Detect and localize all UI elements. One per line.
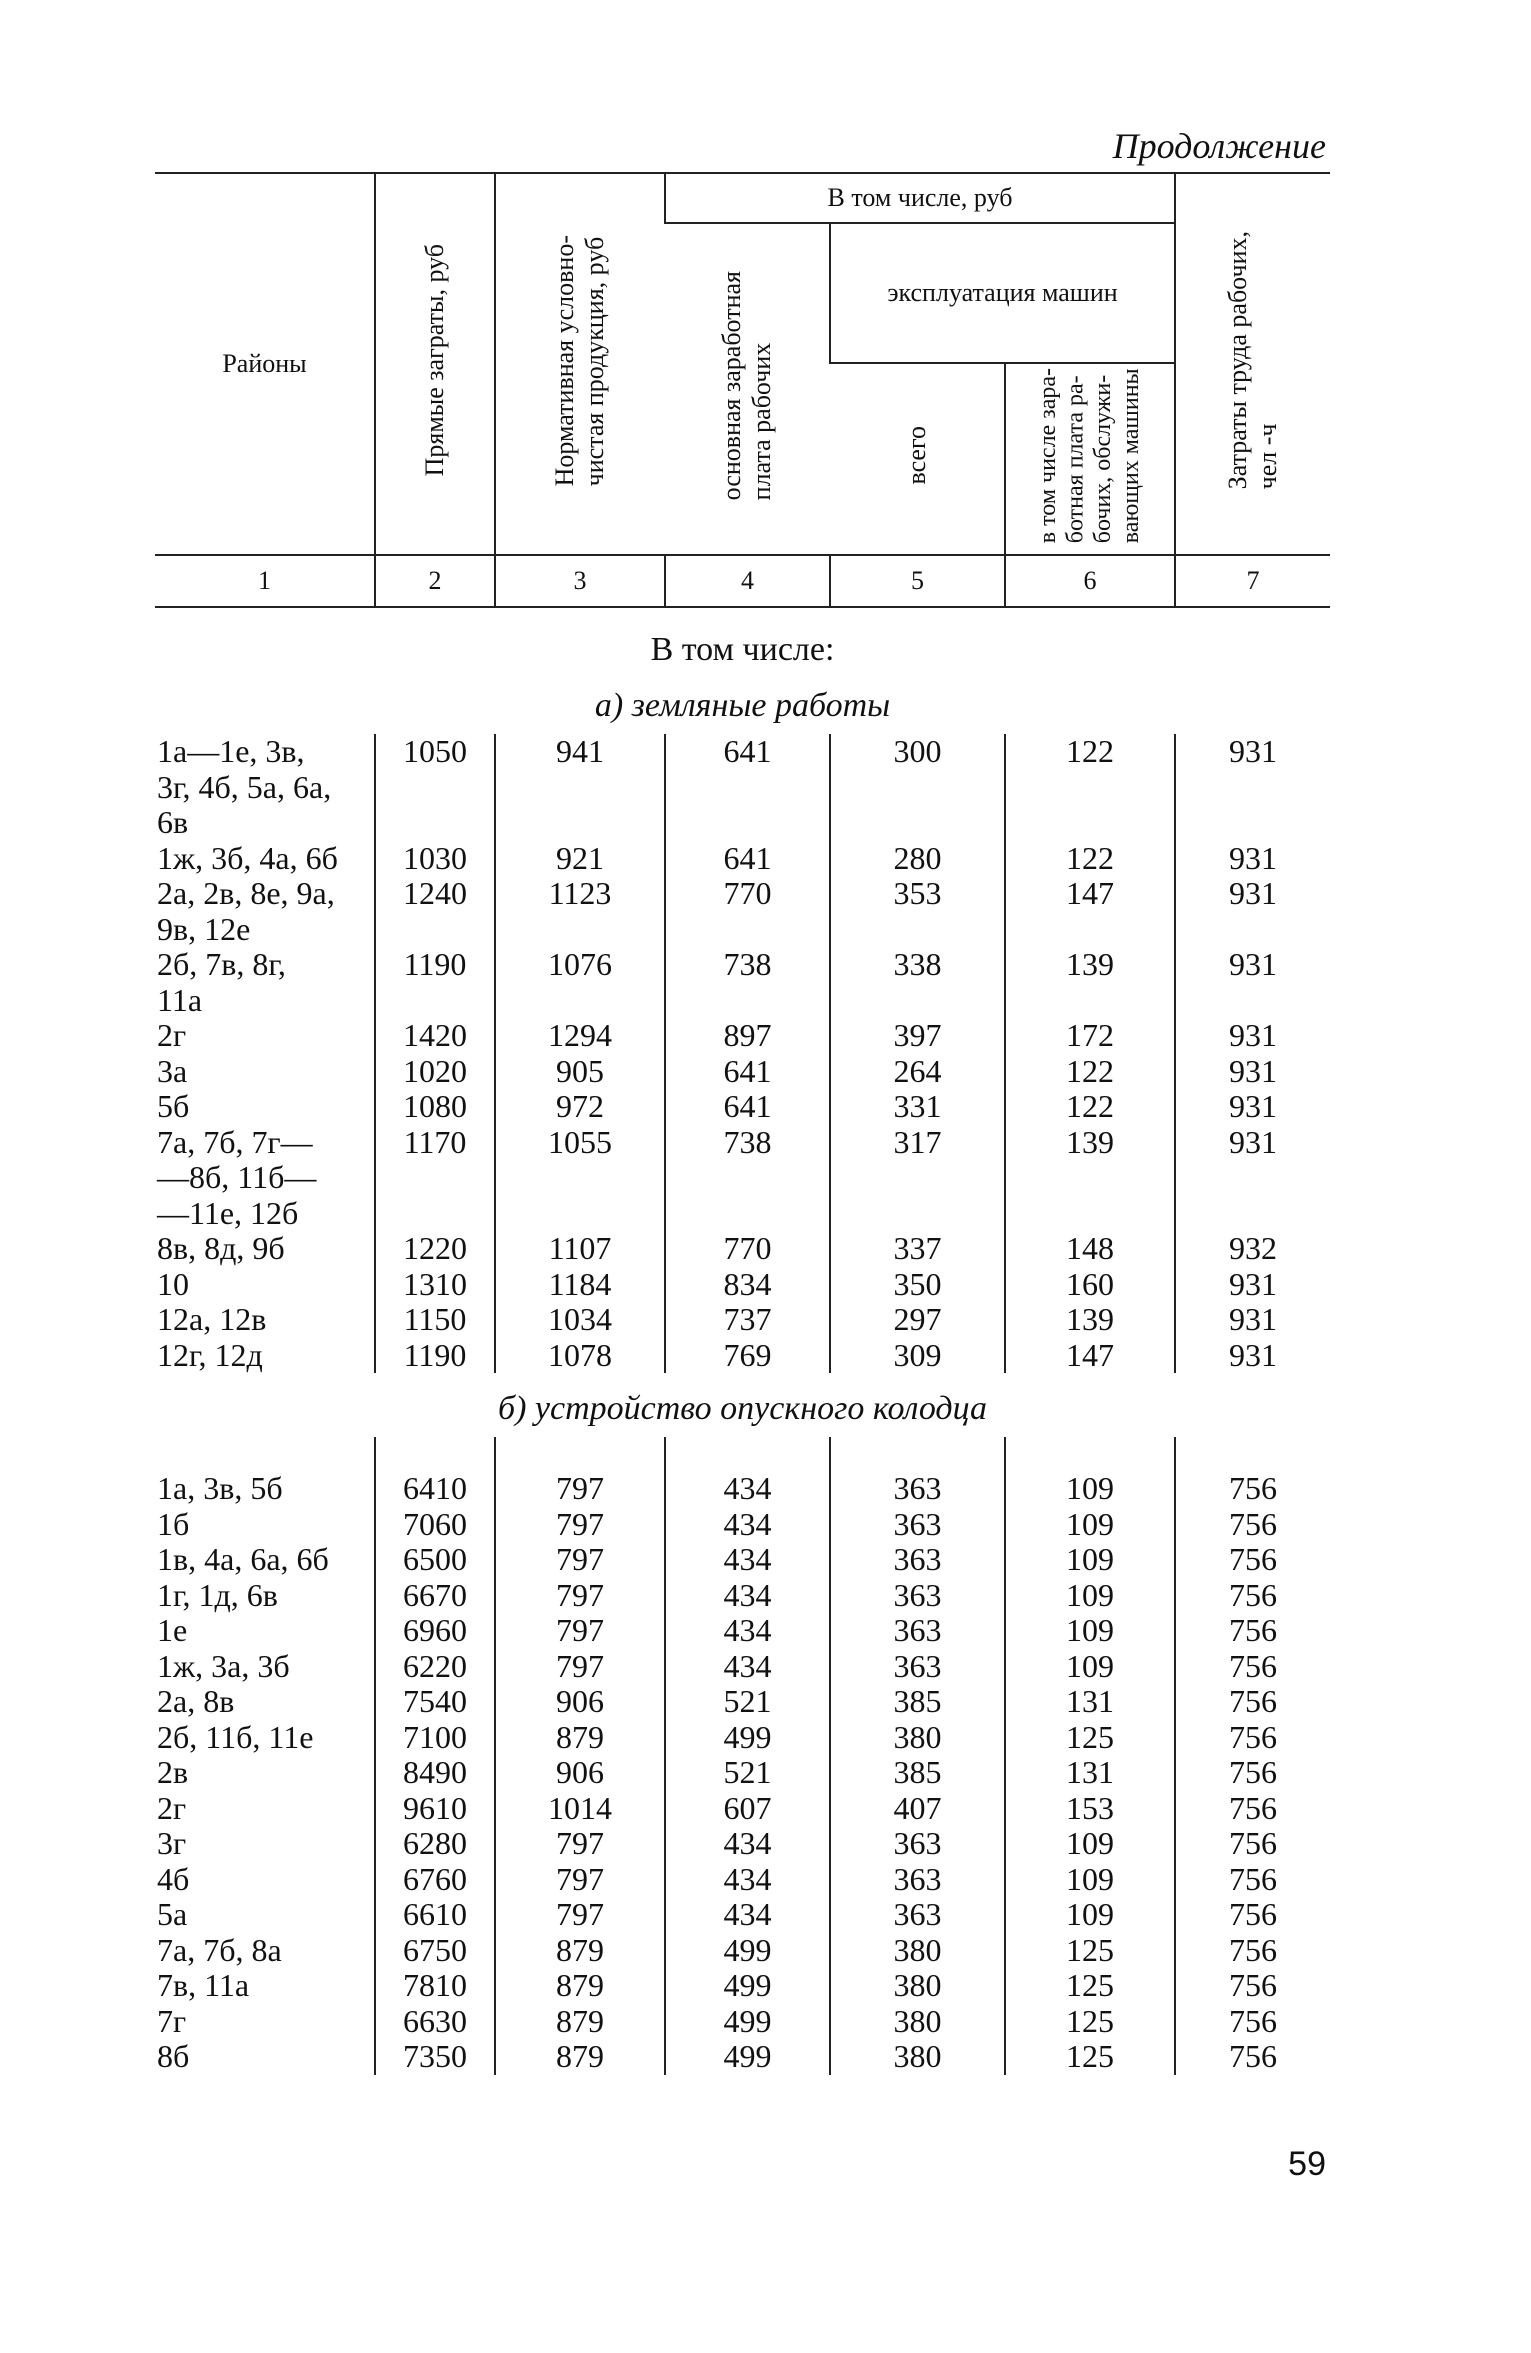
district-cell: 10 [157, 1265, 189, 1302]
value-cell: 1190 [375, 1338, 495, 1374]
district-cell: 2а, 2в, 8е, 9а, 9в, 12е [157, 875, 335, 947]
value-cell: 8490 [375, 1755, 495, 1791]
value-cell: 1220 [375, 1231, 495, 1267]
value-cell: 931 [1175, 1089, 1330, 1125]
value-cell: 434 [665, 1471, 830, 1507]
value-cell: 6960 [375, 1613, 495, 1649]
value-cell: 756 [1175, 1826, 1330, 1862]
value-cell: 797 [495, 1471, 665, 1507]
district-cell: 2г [157, 1017, 187, 1053]
table-row [155, 1578, 1330, 1614]
value-cell: 434 [665, 1862, 830, 1898]
district-cell: 3г [157, 1825, 187, 1861]
value-cell: 109 [1005, 1862, 1175, 1898]
value-cell: 125 [1005, 2004, 1175, 2040]
value-cell: 109 [1005, 1507, 1175, 1543]
value-cell: 6750 [375, 1933, 495, 1969]
value-cell: 6410 [375, 1471, 495, 1507]
value-cell: 931 [1175, 841, 1330, 877]
value-cell: 1150 [375, 1302, 495, 1338]
value-cell: 125 [1005, 1720, 1175, 1756]
table-row [155, 1755, 1330, 1791]
table-row [155, 1125, 1330, 1232]
header-base-wage [665, 223, 830, 555]
value-cell: 756 [1175, 1755, 1330, 1791]
value-cell: 125 [1005, 1968, 1175, 2004]
value-cell: 1030 [375, 841, 495, 877]
district-cell: 3а [157, 1052, 188, 1089]
value-cell: 834 [665, 1267, 830, 1303]
value-cell: 280 [830, 841, 1005, 877]
value-cell: 756 [1175, 1933, 1330, 1969]
value-cell: 353 [830, 876, 1005, 947]
value-cell: 906 [495, 1755, 665, 1791]
value-cell: 363 [830, 1649, 1005, 1685]
value-cell: 931 [1175, 947, 1330, 1018]
value-cell: 797 [495, 1649, 665, 1685]
column-number: 1 [155, 555, 375, 607]
value-cell: 797 [495, 1862, 665, 1898]
value-cell: 363 [830, 1897, 1005, 1933]
district-cell: 5б [157, 1088, 190, 1124]
district-cell: 7г [157, 2002, 187, 2039]
value-cell: 337 [830, 1231, 1005, 1267]
table-row [155, 1862, 1330, 1898]
value-cell: 139 [1005, 1302, 1175, 1338]
district-cell: 8б [157, 2038, 190, 2074]
header-districts-label: Районы [222, 349, 307, 378]
value-cell: 385 [830, 1684, 1005, 1720]
district-cell: 12г, 12д [157, 1336, 263, 1373]
table-row [155, 841, 1330, 877]
district-cell: 12а, 12в [157, 1301, 267, 1337]
value-cell: 499 [665, 1933, 830, 1969]
value-cell: 407 [830, 1791, 1005, 1827]
value-cell: 148 [1005, 1231, 1175, 1267]
value-cell: 139 [1005, 947, 1175, 1018]
value-cell: 738 [665, 947, 830, 1018]
value-cell: 331 [830, 1089, 1005, 1125]
value-cell: 770 [665, 1231, 830, 1267]
table-row [155, 1720, 1330, 1756]
value-cell: 300 [830, 734, 1005, 841]
header-direct-costs [375, 173, 495, 555]
value-cell: 897 [665, 1018, 830, 1054]
value-cell: 641 [665, 734, 830, 841]
value-cell: 363 [830, 1826, 1005, 1862]
header-normative-production [495, 173, 665, 555]
table-row [155, 1018, 1330, 1054]
value-cell: 434 [665, 1613, 830, 1649]
value-cell: 7060 [375, 1507, 495, 1543]
value-cell: 931 [1175, 1267, 1330, 1303]
district-cell: 2а, 8в [157, 1683, 235, 1719]
header-labor-costs [1175, 173, 1330, 555]
value-cell: 1240 [375, 876, 495, 947]
value-cell: 7350 [375, 2039, 495, 2075]
value-cell: 879 [495, 1933, 665, 1969]
column-numbers-row [155, 555, 1330, 607]
value-cell: 350 [830, 1267, 1005, 1303]
value-cell: 756 [1175, 1862, 1330, 1898]
value-cell: 1190 [375, 947, 495, 1018]
value-cell: 931 [1175, 1054, 1330, 1090]
value-cell: 641 [665, 841, 830, 877]
header-normative-production-label: Нормативная условно- чистая продукция, руб [550, 234, 609, 487]
value-cell: 1294 [495, 1018, 665, 1054]
district-cell: 1е [157, 1612, 188, 1648]
district-cell: 7в, 11а [157, 1967, 250, 2003]
header-group-machine [830, 223, 1175, 363]
value-cell: 1020 [375, 1054, 495, 1090]
value-cell: 6670 [375, 1578, 495, 1614]
value-cell: 153 [1005, 1791, 1175, 1827]
value-cell: 641 [665, 1089, 830, 1125]
table-row [155, 1302, 1330, 1338]
table-row [155, 1267, 1330, 1303]
value-cell: 6220 [375, 1649, 495, 1685]
value-cell: 109 [1005, 1542, 1175, 1578]
value-cell: 1123 [495, 876, 665, 947]
value-cell: 879 [495, 1968, 665, 2004]
value-cell: 879 [495, 1720, 665, 1756]
district-cell: 1г, 1д, 6в [157, 1576, 278, 1613]
value-cell: 756 [1175, 2039, 1330, 2075]
table-row [155, 1826, 1330, 1862]
table-row [155, 734, 1330, 841]
value-cell: 109 [1005, 1471, 1175, 1507]
value-cell: 172 [1005, 1018, 1175, 1054]
value-cell: 131 [1005, 1684, 1175, 1720]
value-cell: 125 [1005, 2039, 1175, 2075]
value-cell: 434 [665, 1649, 830, 1685]
value-cell: 906 [495, 1684, 665, 1720]
value-cell: 109 [1005, 1578, 1175, 1614]
table-section-caisson [155, 1437, 1330, 2075]
district-cell: 1а, 3в, 5б [157, 1470, 283, 1506]
value-cell: 931 [1175, 1018, 1330, 1054]
value-cell: 380 [830, 1968, 1005, 2004]
continued-label: Продолжение [1112, 126, 1326, 166]
value-cell: 122 [1005, 1054, 1175, 1090]
value-cell: 738 [665, 1125, 830, 1232]
value-cell: 931 [1175, 1302, 1330, 1338]
header-group-rub-label: В том числе, руб [827, 183, 1013, 212]
value-cell: 756 [1175, 1684, 1330, 1720]
value-cell: 1170 [375, 1125, 495, 1232]
value-cell: 380 [830, 1720, 1005, 1756]
value-cell: 139 [1005, 1125, 1175, 1232]
header-direct-costs-label: Прямые заграты, руб [420, 244, 450, 477]
value-cell: 434 [665, 1897, 830, 1933]
value-cell: 756 [1175, 1613, 1330, 1649]
value-cell: 797 [495, 1578, 665, 1614]
value-cell: 147 [1005, 1338, 1175, 1374]
header-labor-costs-label: Затраты труда рабочих, чел -ч [1223, 231, 1283, 490]
header-machine-wage [1005, 363, 1175, 555]
value-cell: 363 [830, 1578, 1005, 1614]
value-cell: 499 [665, 2039, 830, 2075]
value-cell: 122 [1005, 1089, 1175, 1125]
value-cell: 607 [665, 1791, 830, 1827]
value-cell: 756 [1175, 1968, 1330, 2004]
column-number: 2 [375, 555, 495, 607]
value-cell: 122 [1005, 734, 1175, 841]
value-cell: 1034 [495, 1302, 665, 1338]
value-cell: 499 [665, 1968, 830, 2004]
value-cell: 1080 [375, 1089, 495, 1125]
value-cell: 905 [495, 1054, 665, 1090]
value-cell: 499 [665, 2004, 830, 2040]
value-cell: 109 [1005, 1613, 1175, 1649]
value-cell: 363 [830, 1862, 1005, 1898]
district-cell: 2б, 7в, 8г, 11а [157, 946, 286, 1018]
value-cell: 1078 [495, 1338, 665, 1374]
section-title: а) земляные работы [594, 687, 891, 724]
value-cell: 797 [495, 1507, 665, 1543]
header-machine-wage-label: в том числе зара- ботная плата ра- бочих, обслужи- вающих машины [1034, 367, 1144, 543]
value-cell: 756 [1175, 1578, 1330, 1614]
value-cell: 1014 [495, 1791, 665, 1827]
value-cell: 756 [1175, 1507, 1330, 1543]
district-cell: 7а, 7б, 8а [157, 1931, 282, 1968]
header-group-rub [665, 173, 1175, 223]
district-cell: 1ж, 3а, 3б [157, 1647, 290, 1684]
table-row [155, 1089, 1330, 1125]
value-cell: 363 [830, 1542, 1005, 1578]
header-base-wage-label: основная заработная плата рабочих [717, 270, 776, 501]
value-cell: 499 [665, 1720, 830, 1756]
value-cell: 879 [495, 2039, 665, 2075]
value-cell: 434 [665, 1507, 830, 1543]
column-number: 4 [665, 555, 830, 607]
value-cell: 363 [830, 1507, 1005, 1543]
value-cell: 7100 [375, 1720, 495, 1756]
value-cell: 756 [1175, 2004, 1330, 2040]
district-cell: 8в, 8д, 9б [157, 1230, 285, 1266]
value-cell: 921 [495, 841, 665, 877]
value-cell: 641 [665, 1054, 830, 1090]
value-cell: 147 [1005, 876, 1175, 947]
page [155, 120, 1330, 2075]
value-cell: 1055 [495, 1125, 665, 1232]
district-cell: 4б [157, 1860, 190, 1897]
value-cell: 521 [665, 1755, 830, 1791]
section-title: б) устройство опускного колодца [498, 1390, 987, 1427]
value-cell: 1184 [495, 1267, 665, 1303]
district-cell: 1б [157, 1505, 190, 1542]
value-cell: 380 [830, 1933, 1005, 1969]
value-cell: 756 [1175, 1471, 1330, 1507]
value-cell: 1076 [495, 947, 665, 1018]
value-cell: 309 [830, 1338, 1005, 1374]
table-row [155, 1684, 1330, 1720]
value-cell: 1310 [375, 1267, 495, 1303]
table-row [155, 1231, 1330, 1267]
value-cell: 434 [665, 1826, 830, 1862]
value-cell: 756 [1175, 1542, 1330, 1578]
district-cell: 5а [157, 1896, 188, 1932]
district-cell: 2в [157, 1754, 189, 1790]
value-cell: 363 [830, 1613, 1005, 1649]
table-row [155, 1933, 1330, 1969]
column-number: 5 [830, 555, 1005, 607]
value-cell: 797 [495, 1897, 665, 1933]
value-cell: 756 [1175, 1897, 1330, 1933]
value-cell: 972 [495, 1089, 665, 1125]
subtitle: В том числе: [650, 631, 835, 668]
value-cell: 264 [830, 1054, 1005, 1090]
value-cell: 380 [830, 2039, 1005, 2075]
value-cell: 297 [830, 1302, 1005, 1338]
value-cell: 756 [1175, 1791, 1330, 1827]
value-cell: 931 [1175, 1125, 1330, 1232]
value-cell: 109 [1005, 1649, 1175, 1685]
value-cell: 160 [1005, 1267, 1175, 1303]
value-cell: 521 [665, 1684, 830, 1720]
header-machine-total [830, 363, 1005, 555]
value-cell: 931 [1175, 1338, 1330, 1374]
table-row [155, 947, 1330, 1018]
value-cell: 131 [1005, 1755, 1175, 1791]
district-cell: 1а—1е, 3в, 3г, 4б, 5а, 6а, 6в [157, 733, 332, 840]
table-row [155, 1471, 1330, 1507]
table-row [155, 1649, 1330, 1685]
table-row [155, 2004, 1330, 2040]
table-row [155, 876, 1330, 947]
header-machine-total-label: всего [902, 426, 932, 485]
table-row [155, 1542, 1330, 1578]
table-row [155, 1968, 1330, 2004]
value-cell: 737 [665, 1302, 830, 1338]
value-cell: 317 [830, 1125, 1005, 1232]
value-cell: 770 [665, 876, 830, 947]
district-cell: 1ж, 3б, 4а, 6б [157, 839, 338, 876]
value-cell: 932 [1175, 1231, 1330, 1267]
value-cell: 931 [1175, 734, 1330, 841]
table-header [155, 172, 1330, 608]
district-cell: 1в, 4а, 6а, 6б [157, 1541, 329, 1577]
value-cell: 434 [665, 1542, 830, 1578]
table-section-earthworks [155, 734, 1330, 1373]
value-cell: 109 [1005, 1897, 1175, 1933]
value-cell: 7540 [375, 1684, 495, 1720]
value-cell: 1050 [375, 734, 495, 841]
value-cell: 931 [1175, 876, 1330, 947]
table-row [155, 1897, 1330, 1933]
table-row [155, 1791, 1330, 1827]
table-row [155, 1054, 1330, 1090]
value-cell: 769 [665, 1338, 830, 1374]
value-cell: 338 [830, 947, 1005, 1018]
column-number: 7 [1175, 555, 1330, 607]
value-cell: 756 [1175, 1649, 1330, 1685]
value-cell: 1107 [495, 1231, 665, 1267]
table-row [155, 1338, 1330, 1374]
value-cell: 125 [1005, 1933, 1175, 1969]
column-number: 6 [1005, 555, 1175, 607]
value-cell: 380 [830, 2004, 1005, 2040]
header-districts [155, 173, 375, 555]
value-cell: 122 [1005, 841, 1175, 877]
value-cell: 363 [830, 1471, 1005, 1507]
district-cell: 2б, 11б, 11е [157, 1718, 314, 1755]
value-cell: 797 [495, 1826, 665, 1862]
value-cell: 797 [495, 1542, 665, 1578]
value-cell: 9610 [375, 1791, 495, 1827]
value-cell: 6280 [375, 1826, 495, 1862]
value-cell: 797 [495, 1613, 665, 1649]
value-cell: 109 [1005, 1826, 1175, 1862]
value-cell: 879 [495, 2004, 665, 2040]
value-cell: 941 [495, 734, 665, 841]
header-group-machine-label: эксплуатация машин [887, 277, 1118, 307]
value-cell: 397 [830, 1018, 1005, 1054]
value-cell: 6760 [375, 1862, 495, 1898]
value-cell: 434 [665, 1578, 830, 1614]
column-number: 3 [495, 555, 665, 607]
value-cell: 756 [1175, 1720, 1330, 1756]
table-row [155, 1507, 1330, 1543]
table-row [155, 2039, 1330, 2075]
value-cell: 7810 [375, 1968, 495, 2004]
value-cell: 1420 [375, 1018, 495, 1054]
value-cell: 385 [830, 1755, 1005, 1791]
district-cell: 7а, 7б, 7г— —8б, 11б— —11е, 12б [157, 1123, 317, 1231]
value-cell: 6610 [375, 1897, 495, 1933]
page-number: 59 [1288, 2145, 1326, 2183]
value-cell: 6630 [375, 2004, 495, 2040]
value-cell: 6500 [375, 1542, 495, 1578]
district-cell: 2г [157, 1789, 187, 1826]
spacer-row [155, 1437, 1330, 1471]
table-row [155, 1613, 1330, 1649]
